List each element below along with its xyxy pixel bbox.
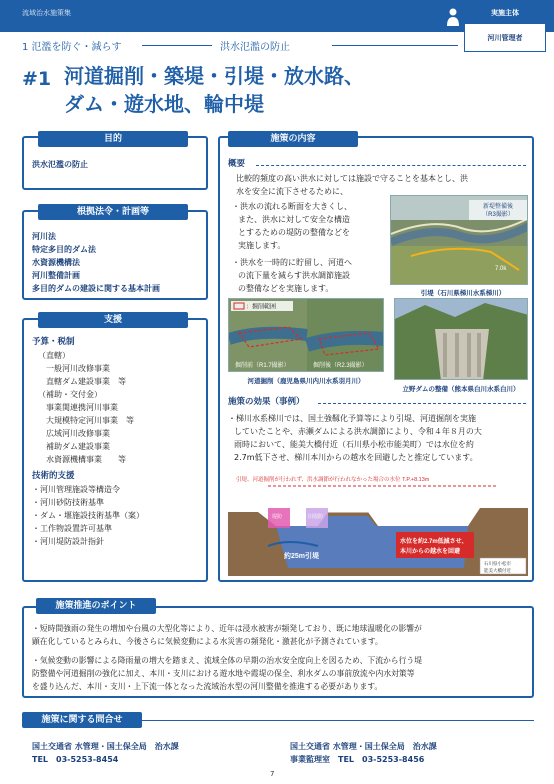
levee-photo-label-a: 新堤整備後 [482,204,514,210]
purpose-heading: 目的 [38,131,188,147]
responsible-heading: 実施主体 [491,9,519,17]
laws-item: 多目的ダムの建設に関する基本計画 [32,284,160,293]
effect-line: ・梯川水系梯川では、国土強靱化予算等により引堤、河道掘削を実施 [228,414,476,423]
contact-line: 国土交通省 水管理・国土保全局 治水課 [32,742,179,751]
subsidy-item: 広域河川改修事業 [46,429,110,438]
river-cross-section-diagram [228,472,528,576]
purpose-text: 洪水氾濫の防止 [32,160,88,169]
promotion-line: 防整備や河道掘削の強化に加え、本川・支川における遊水地や霞堤の保全、利水ダムの事前放流や内水対策等 [32,669,415,678]
excavation-photo [228,298,384,372]
promotion-heading: 施策推進のポイント [36,598,156,614]
dam-photo-image [395,299,528,380]
contact-phone: TEL 03-5253-8454 [32,755,119,764]
inquiry-heading: 施策に関する問合せ [22,712,142,728]
overview-line: 水を安全に流下させるために、 [236,187,348,196]
series-label: 流域治水施策集 [22,9,71,17]
overview-line: 比較的頻度の高い洪水に対しては施設で守ることを基本とし、洪 [236,174,468,183]
policy-area-label: 洪水氾濫の防止 [220,42,290,53]
budget-heading: 予算・税制 [32,337,75,347]
divider [332,45,458,46]
observed-level-label: 今回洪水の水位 T.P.+5.4m [368,506,433,512]
bullet-line: の流下量を減らす洪水調節施設 [238,271,350,280]
support-heading: 支援 [38,312,188,328]
location-note-1: 石川県小松市 [484,561,511,566]
promotion-line: 顕在化しているとみられ、今後さらに気候変動による水災害の頻発化・激甚化が予測されています。 [32,637,383,646]
effect-text [228,412,482,464]
person-icon [446,7,460,27]
diagram-top-label: 引堤、河道掘削が行われず、洪水調節が行われなかった場合の水位 T.P.+8.13m [236,477,430,483]
direct-label: （直轄） [38,351,70,360]
promotion-text [32,622,422,693]
direct-item: 直轄ダム建設事業 等 [46,377,126,386]
measure-number: #1 [22,68,52,90]
dam-photo [394,298,528,380]
support-list [32,336,144,548]
overview-label: 概要 [228,159,246,169]
divider [142,720,534,721]
contact-phone: 事業監理室 TEL 03-5253-8456 [290,755,425,764]
excavation-before-label: 掘削前（R1.7撮影） [235,363,290,369]
bank-left-label: 堤防 [272,514,283,520]
divider [318,403,526,404]
contact-line: 国土交通省 水管理・国土保全局 治水課 [290,742,437,751]
effect-label: 施策の効果（事例） [228,397,305,407]
page-title [64,62,444,118]
content-heading: 施策の内容 [228,131,358,147]
excavation-photo-caption: 河道掘削（鹿児島県川内川水系羽月川） [247,377,365,385]
excavation-after-label: 掘削後（R2.3撮影） [313,363,368,369]
page-number: 7 [270,770,275,778]
subsidy-item: 水資源機構事業 等 [46,455,126,464]
divider [256,165,526,166]
tech-item: ・ダム・堰施設技術基準（案） [32,511,144,520]
category-line [22,38,457,54]
title-line-1: 河道掘削・築堤・引堤・放水路、 [64,64,364,88]
laws-item: 河川整備計画 [32,271,80,280]
callout-line-2: 本川からの越水を回避 [400,549,461,555]
levee-shift-label: 約25m引堤 [284,553,320,560]
effect-line: 雨時において、能美大橋付近（石川県小松市能美町）では水位を約 [234,440,474,449]
bank-mid-label: 旧堤防 [308,514,324,520]
subsidy-label: （補助・交付金） [38,390,102,399]
levee-photo-image [391,196,528,285]
subsidy-item: 補助ダム建設事業 [46,442,110,451]
tech-item: ・工作物設置許可基準 [32,524,112,533]
pillar-label: 1 氾濫を防ぐ・減らす [22,42,122,53]
excavation-photo-image [229,299,384,372]
bullet-line: また、洪水に対して安全な構造 [238,215,350,224]
effect-line: 2.7m低下させ、梯川本川からの越水を回避したと推定しています。 [234,453,478,462]
levee-photo-caption: 引堤（石川県梯川水系梯川） [420,289,506,297]
laws-item: 水資源機構法 [32,258,80,267]
laws-list [32,230,160,295]
levee-photo-distance: 7.0k [495,266,507,272]
tech-heading: 技術的支援 [32,471,75,481]
divider [142,45,212,46]
tech-item: ・河川砂防技術基準 [32,498,104,507]
dam-photo-caption: 立野ダムの整備（熊本県白川水系白川） [402,385,520,393]
promotion-line: を盛り込んだ、本川・支川・上下流一体となった流域治水型の河川整備を推進する必要があります。 [32,682,383,691]
laws-item: 特定多目的ダム法 [32,245,96,254]
bullet-line: とするための堤防の整備などを [238,228,350,237]
effect-line: していたことや、赤瀬ダムによる洪水調節により、令和４年８月の大 [234,427,482,436]
tech-item: ・河川管理施設等構造令 [32,485,120,494]
contact-left [32,740,179,766]
bullet-line: ・洪水の流れる断面を大きくし、 [232,202,352,211]
bullet-line: 実施します。 [238,241,286,250]
content-bullet-1 [232,200,352,252]
direct-item: 一般河川改修事業 [46,364,110,373]
content-bullet-2 [232,256,352,295]
subsidy-item: 事業関連携河川事業 [46,403,118,412]
title-line-2: ダム・遊水地、輪中堤 [64,92,264,116]
location-note-2: 能美大橋付近 [484,568,511,573]
contact-right [290,740,437,766]
bullet-line: の整備などを実施します。 [238,284,334,293]
bullet-line: ・洪水を一時的に貯留し、河道へ [232,258,352,267]
excavation-legend: ：掘削範囲 [246,304,277,311]
responsible-value: 河川管理者 [464,24,546,52]
tech-item: ・河川堤防設計指針 [32,537,104,546]
levee-photo [390,195,528,285]
laws-heading: 根拠法令・計画等 [38,204,188,220]
subsidy-item: 大規模特定河川事業 等 [46,416,134,425]
promotion-line: ・気候変動の影響による降雨量の増大を踏まえ、流域全体の早期の治水安全度向上を図るため、下流から行う堤 [32,656,422,665]
levee-photo-label-b: （R3撮影） [482,212,514,218]
laws-item: 河川法 [32,232,56,241]
callout-line-1: 水位を約2.7m低減させ、 [400,539,468,545]
promotion-line: ・短時間強雨の発生の増加や台風の大型化等により、近年は浸水被害が頻発しており、既に地球温暖化の影響が [32,624,422,633]
